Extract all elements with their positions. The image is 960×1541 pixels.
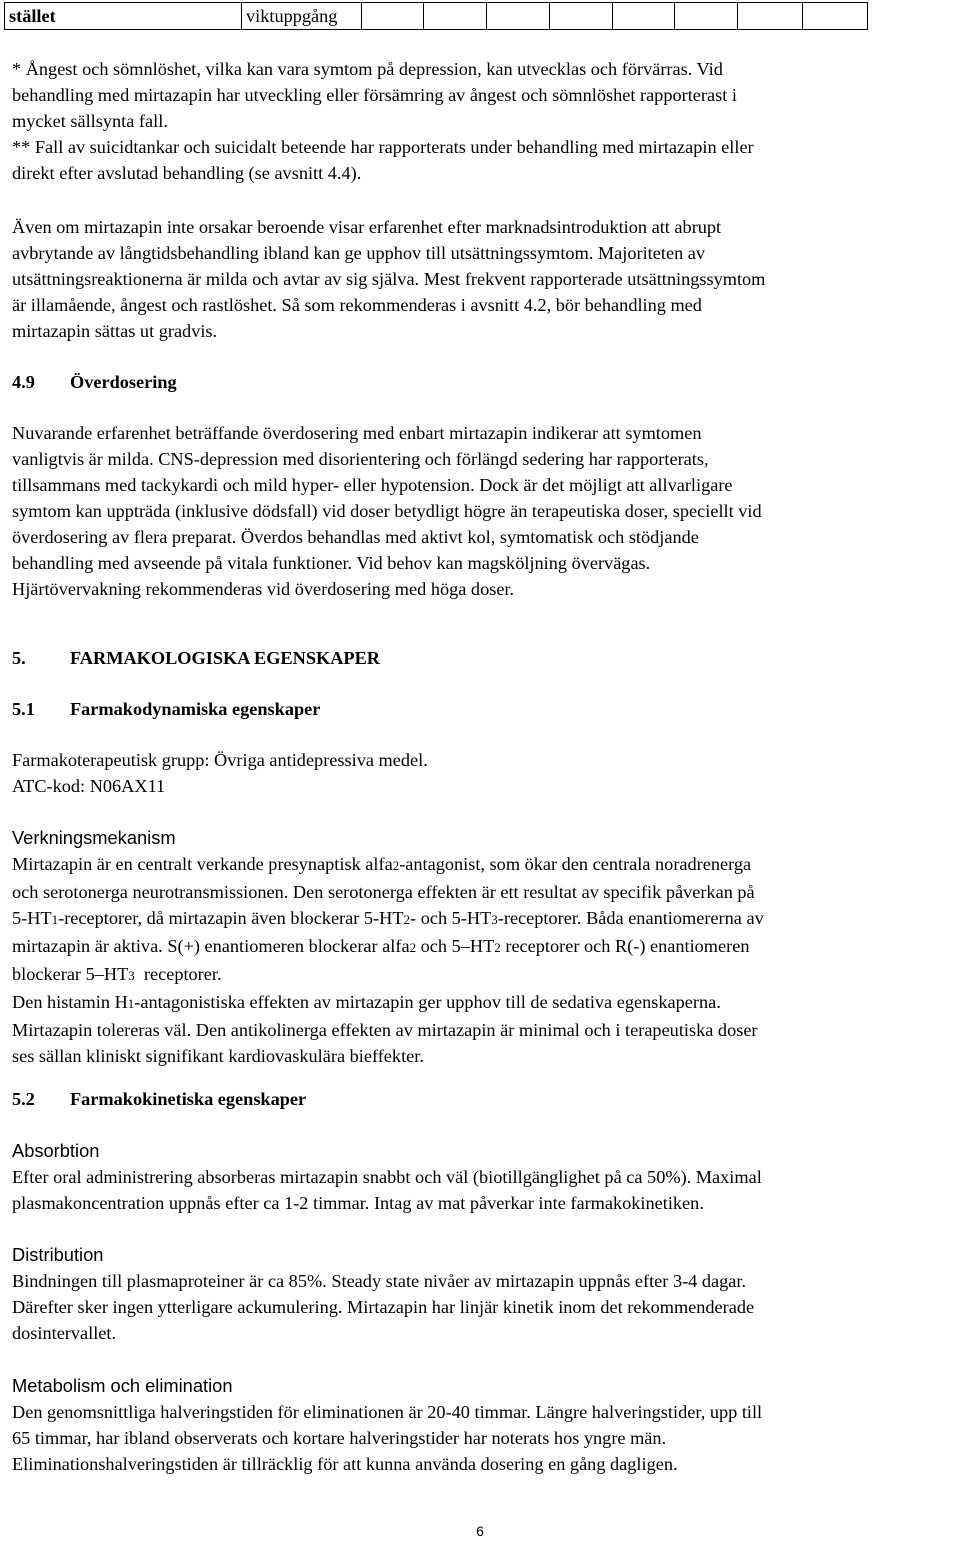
section-number: 5.1 [12,699,35,719]
table-cell-empty [803,3,868,30]
table-row [5,3,868,30]
text-line: utsättningsreaktionerna är milda och avtar av sig själva. Mest frekvent rapporterade utsättningssymtom [12,269,766,289]
text-line: överdosering av flera preparat. Överdos behandlas med aktivt kol, symtomatisk och stödjande [12,527,699,547]
subheading-metabolism: Metabolism och elimination [12,1375,233,1396]
distribution-paragraph [12,1268,952,1346]
section-number: 5.2 [12,1089,35,1109]
subheading-absorption: Absorbtion [12,1140,100,1161]
text-line: vanligtvis är milda. CNS-depression med disorientering och förlängd sedering har rapporterats, [12,449,709,469]
text-span: och 5–HT [416,936,495,956]
text-line [12,851,952,879]
mechanism-paragraph [12,851,952,1069]
text-line [12,905,952,933]
table-cell-empty [487,3,550,30]
text-line: mirtazapin sättas ut gradvis. [12,321,218,341]
section-title: Farmakokinetiska egenskaper [70,1089,307,1109]
text-line: Nuvarande erfarenhet beträffande överdosering med enbart mirtazapin indikerar att symtomen [12,423,702,443]
absorption-paragraph [12,1164,952,1216]
text-span: -receptorer. Båda enantiomererna av [497,908,764,928]
table-cell-empty [362,3,424,30]
text-line: Hjärtövervakning rekommenderas vid överdosering med höga doser. [12,579,515,599]
subheading-distribution: Distribution [12,1244,104,1265]
table-cell-empty [550,3,613,30]
metabolism-paragraph [12,1399,952,1477]
table-cell-empty [424,3,487,30]
text-line: Bindningen till plasmaproteiner är ca 85%. Steady state nivåer av mirtazapin uppnås efter 3-4 dagar. [12,1271,747,1291]
subscript: 2 [392,858,400,873]
subheading-mechanism: Verkningsmekanism [12,827,176,848]
text-line: Eliminationshalveringstiden är tillräcklig för att kunna använda dosering en gång dagligen. [12,1454,678,1474]
text-span: Den histamin H [12,992,128,1012]
section-heading-4-9 [12,369,177,395]
text-line [12,961,952,989]
overdose-paragraph [12,420,952,602]
atc-code: ATC-kod: N06AX11 [12,776,166,796]
text-line: mycket sällsynta fall. [12,111,168,131]
text-span: mirtazapin är aktiva. S(+) enantiomeren blockerar alfa [12,936,410,956]
section-title: Farmakodynamiska egenskaper [70,699,321,719]
table-cell-empty [675,3,738,30]
text-line: direkt efter avslutad behandling (se avsnitt 4.4). [12,163,362,183]
text-span: -antagonistiska effekten av mirtazapin ger upphov till de sedativa egenskaperna. [134,992,721,1012]
section-heading-5 [12,645,380,671]
text-line: tillsammans med tackykardi och mild hyper- eller hypotension. Dock är det möjligt att allvarligare [12,475,733,495]
text-line: och serotonerga neurotransmissionen. Den serotonerga effekten är ett resultat av specifik påverkan på [12,882,755,902]
text-line: ses sällan kliniskt signifikant kardiovaskulära bieffekter. [12,1046,424,1066]
text-line: 65 timmar, har ibland observerats och kortare halveringstider har noterats hos yngre män. [12,1428,667,1448]
text-line: Mirtazapin tolereras väl. Den antikolinerga effekten av mirtazapin är minimal och i terapeutiska doser [12,1020,758,1040]
section-title: Överdosering [70,372,177,392]
discontinuation-paragraph [12,214,952,344]
text-span: Mirtazapin är en centralt verkande presynaptisk alfa [12,854,393,874]
text-line: Farmakoterapeutisk grupp: Övriga antidepressiva medel. [12,750,428,770]
text-span: receptorer och R(-) enantiomeren [500,936,750,956]
table-cell-empty [613,3,675,30]
subscript: 3 [491,912,498,927]
subscript: 3 [128,968,135,983]
text-span: -receptorer, då mirtazapin även blockerar 5-HT [58,908,404,928]
text-line: * Ångest och sömnlöshet, vilka kan vara symtom på depression, kan utvecklas och förvärras. Vid [12,59,723,79]
text-span: -antagonist, som ökar den centrala noradrenerga [399,854,752,874]
subscript: 2 [494,940,501,955]
text-line: behandling med mirtazapin har utveckling eller försämring av ångest och sömnlöshet rapporterast i [12,85,737,105]
text-line: avbrytande av långtidsbehandling ibland kan ge upphov till utsättningssymtom. Majoriteten av [12,243,706,263]
section-number: 5. [12,648,26,668]
text-line: dosintervallet. [12,1323,117,1343]
footnotes-paragraph [12,56,952,186]
text-span: blockerar 5–HT [12,964,129,984]
text-line: symtom kan uppträda (inklusive dödsfall) vid doser betydligt högre än terapeutiska doser, speciellt vid [12,501,762,521]
subscript: 1 [127,996,135,1011]
text-line: Efter oral administrering absorberas mirtazapin snabbt och väl (biotillgänglighet på ca 50%). Maximal [12,1167,762,1187]
table-cell-place: stället [5,3,242,30]
section-number: 4.9 [12,372,35,392]
header-table [4,2,868,30]
section-heading-5-2 [12,1086,306,1112]
table-cell-empty [738,3,803,30]
text-line [12,933,952,961]
page-number: 6 [476,1523,484,1539]
text-line: Även om mirtazapin inte orsakar beroende visar erfarenhet efter marknadsintroduktion att abrupt [12,217,722,237]
subscript: 2 [403,912,411,927]
subscript: 1 [51,912,59,927]
text-line: behandling med avseende på vitala funktioner. Vid behov kan magsköljning övervägas. [12,553,651,573]
text-line: ** Fall av suicidtankar och suicidalt beteende har rapporterats under behandling med mirtazapin eller [12,137,754,157]
subscript: 2 [409,940,417,955]
text-span: receptorer. [134,964,222,984]
text-line [12,989,952,1017]
pharmacotherapeutic-group [12,747,952,799]
text-line: plasmakoncentration uppnås efter ca 1-2 timmar. Intag av mat påverkar inte farmakokinetiken. [12,1193,704,1213]
table-cell-term: viktuppgång [242,3,362,30]
text-span: - och 5-HT [410,908,492,928]
text-line: är illamående, ångest och rastlöshet. Så som rekommenderas i avsnitt 4.2, bör behandling med [12,295,702,315]
text-line: Därefter sker ingen ytterligare ackumulering. Mirtazapin har linjär kinetik inom det rekommenderade [12,1297,755,1317]
section-title: FARMAKOLOGISKA EGENSKAPER [70,648,380,668]
text-line: Den genomsnittliga halveringstiden för eliminationen är 20-40 timmar. Längre halveringstider, upp till [12,1402,763,1422]
text-span: 5-HT [12,908,52,928]
section-heading-5-1 [12,696,320,722]
